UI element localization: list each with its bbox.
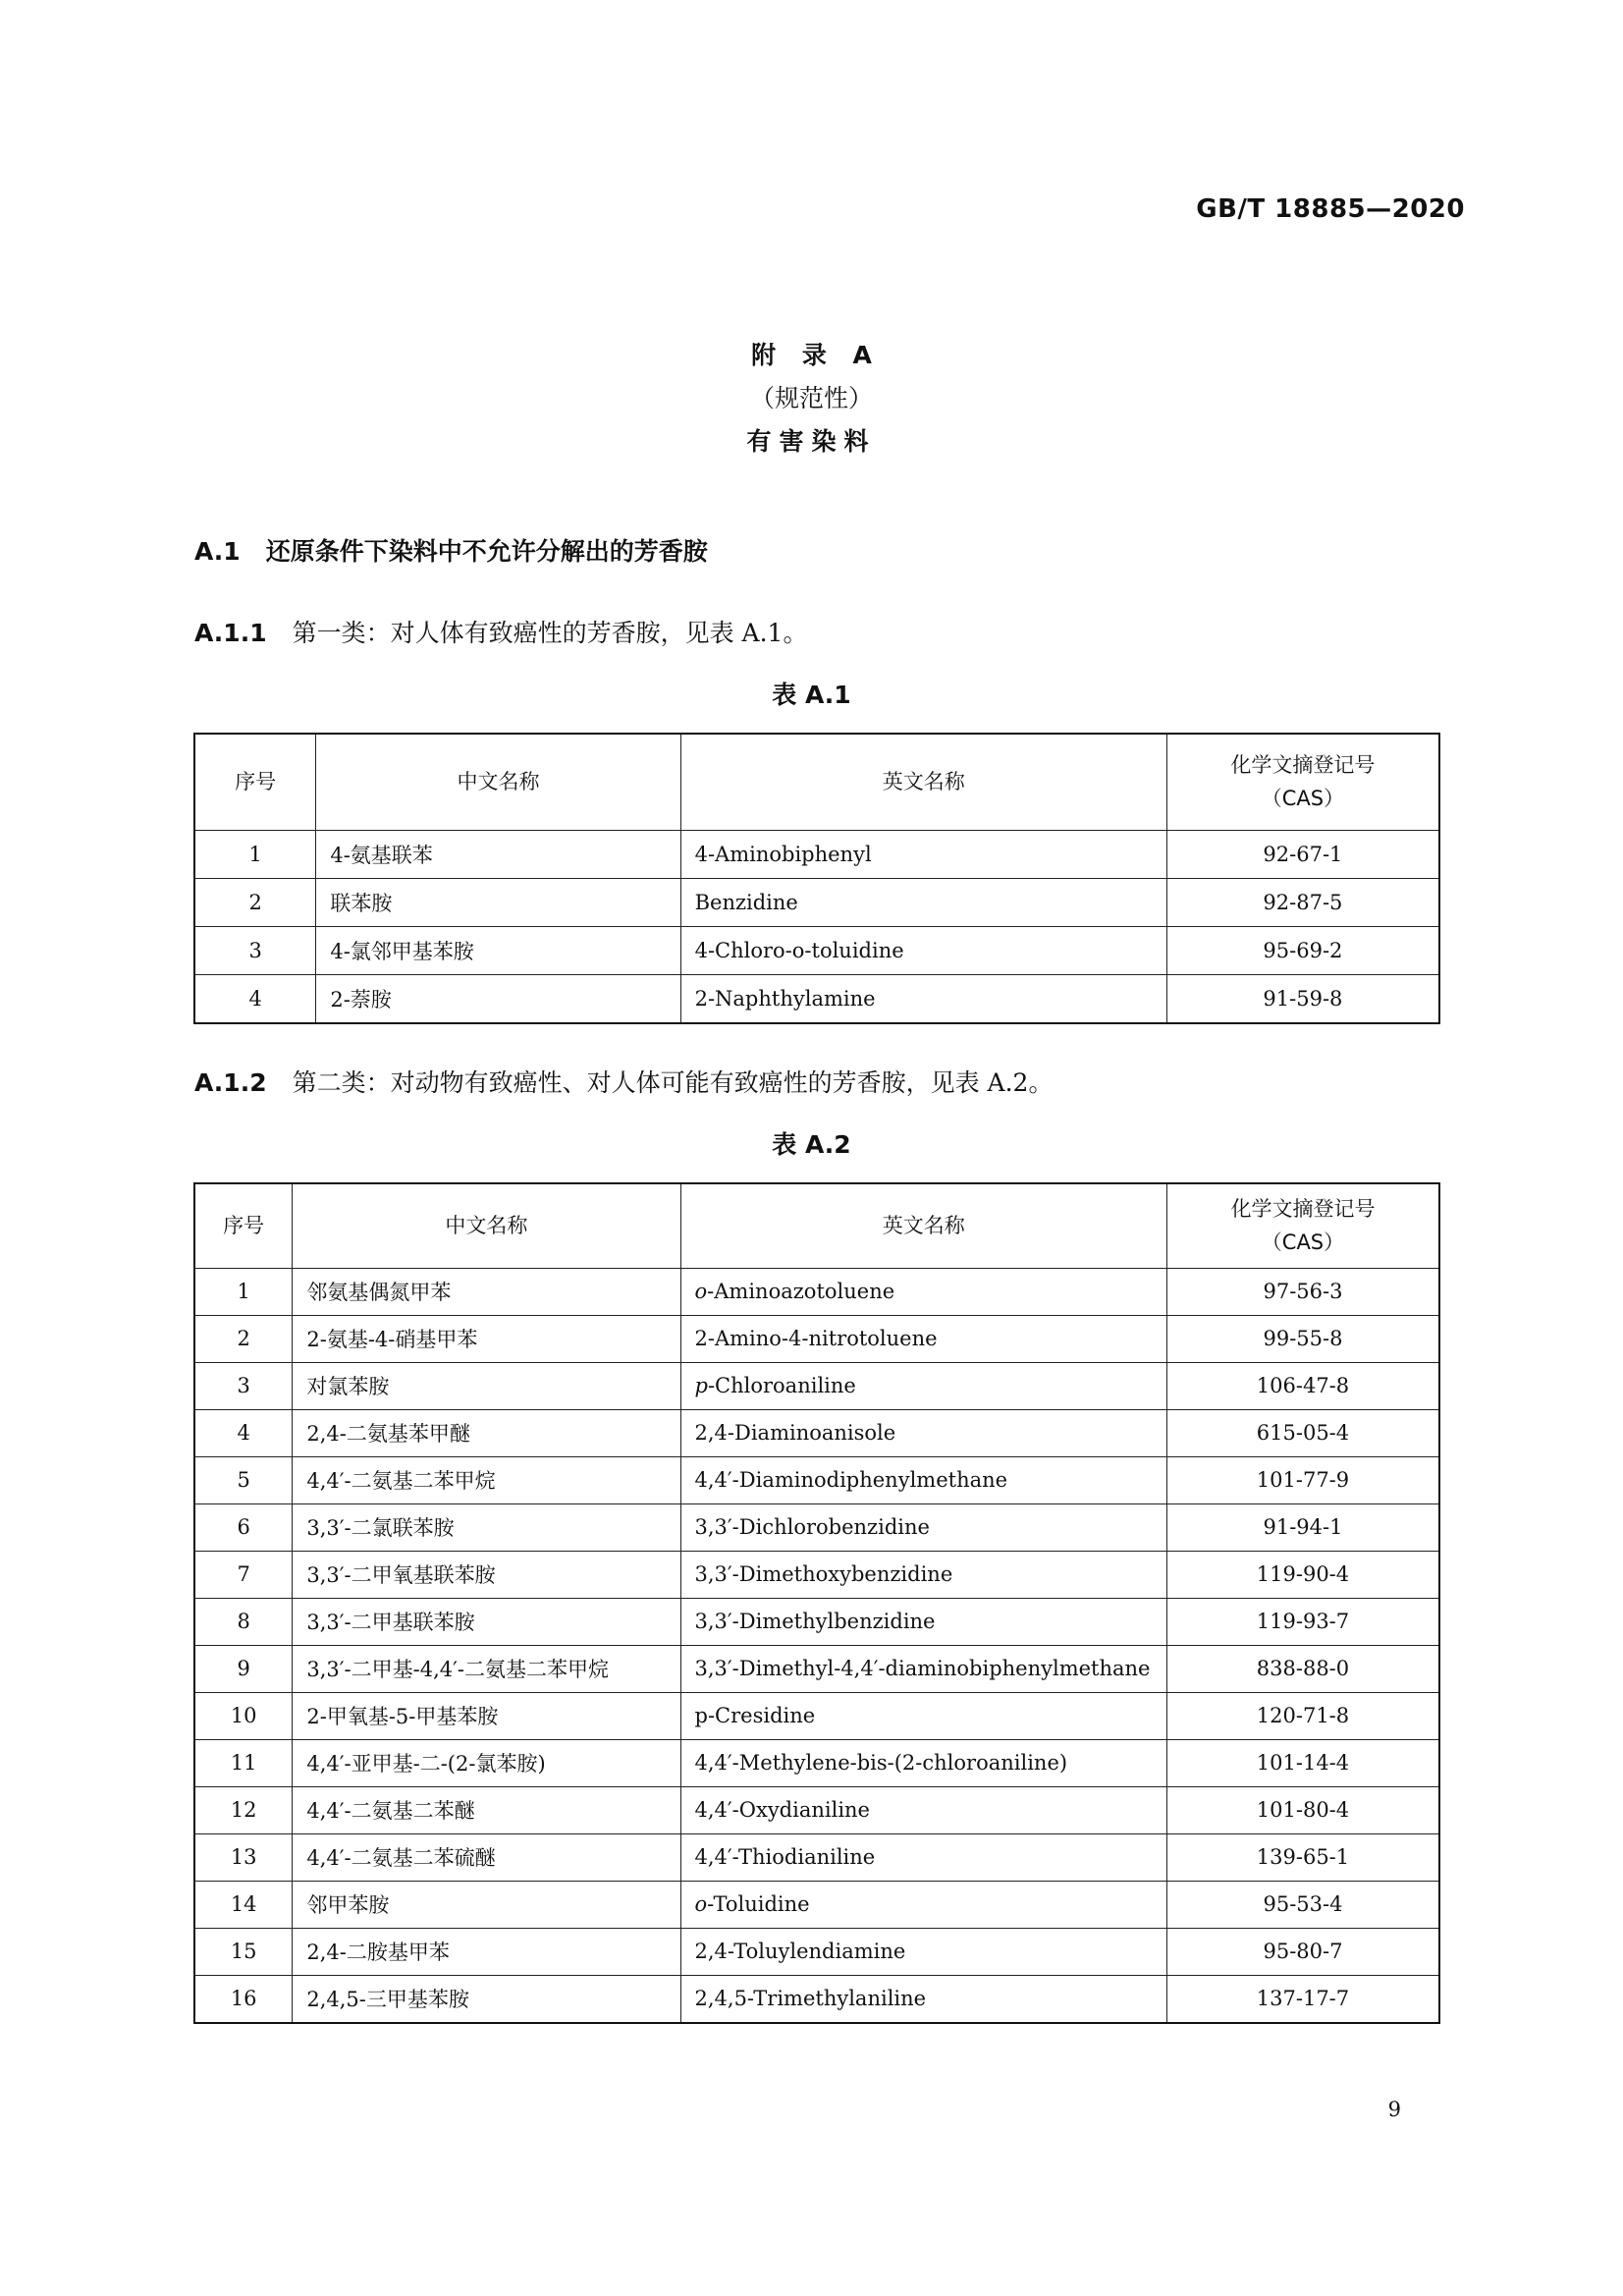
table-a2-caption: 表 A.2 [772, 1130, 851, 1159]
cell-en: 2,4-Diaminoanisole [680, 1409, 1166, 1456]
cell-cn: 3,3′-二氯联苯胺 [293, 1503, 680, 1551]
table-a1 [193, 733, 1440, 1024]
section-a1-title: 还原条件下染料中不允许分解出的芳香胺 [265, 537, 708, 566]
cell-cas: 95-80-7 [1166, 1928, 1439, 1975]
table-row [194, 1975, 1439, 2023]
cell-cas: 119-93-7 [1166, 1598, 1439, 1645]
cell-no: 2 [194, 1315, 293, 1362]
cell-en: 2-Amino-4-nitrotoluene [680, 1315, 1166, 1362]
header-cn: 中文名称 [316, 734, 680, 830]
cell-cn: 2,4-二氨基苯甲醚 [293, 1409, 680, 1456]
cell-en: 4-Chloro-o-toluidine [680, 926, 1166, 974]
annex-name: 有害染料 [746, 427, 877, 456]
cell-cn: 2-氨基-4-硝基甲苯 [293, 1315, 680, 1362]
cell-cn: 3,3′-二甲基-4,4′-二氨基二苯甲烷 [293, 1645, 680, 1692]
cell-cas: 139-65-1 [1166, 1833, 1439, 1881]
table-row [194, 1928, 1439, 1975]
cell-cas: 101-77-9 [1166, 1456, 1439, 1503]
cell-en: p-Chloroaniline [680, 1362, 1166, 1409]
cell-cn: 4,4′-二氨基二苯醚 [293, 1786, 680, 1833]
table-row [194, 878, 1439, 926]
cell-no: 13 [194, 1833, 293, 1881]
cell-cn: 3,3′-二甲氧基联苯胺 [293, 1551, 680, 1598]
header-cas: 化学文摘登记号 （CAS） [1166, 1183, 1439, 1268]
header-en: 英文名称 [680, 1183, 1166, 1268]
section-a1-number: A.1 [194, 537, 241, 566]
cell-no: 4 [194, 974, 316, 1023]
cell-no: 6 [194, 1503, 293, 1551]
cell-no: 4 [194, 1409, 293, 1456]
cell-cn: 4,4′-二氨基二苯硫醚 [293, 1833, 680, 1881]
cell-cn: 4,4′-亚甲基-二-(2-氯苯胺) [293, 1739, 680, 1786]
table-row [194, 926, 1439, 974]
cell-en: 2,4-Toluylendiamine [680, 1928, 1166, 1975]
table-row [194, 1268, 1439, 1315]
table-row [194, 1503, 1439, 1551]
cell-cn: 3,3′-二甲基联苯胺 [293, 1598, 680, 1645]
cell-en: 4,4′-Oxydianiline [680, 1786, 1166, 1833]
cell-en: 2,4,5-Trimethylaniline [680, 1975, 1166, 2023]
cell-en: 3,3′-Dimethoxybenzidine [680, 1551, 1166, 1598]
table-row [194, 1598, 1439, 1645]
table-row [194, 1409, 1439, 1456]
cell-cas: 615-05-4 [1166, 1409, 1439, 1456]
cell-en: 3,3′-Dichlorobenzidine [680, 1503, 1166, 1551]
cell-cas: 92-67-1 [1166, 830, 1439, 878]
cell-cas: 137-17-7 [1166, 1975, 1439, 2023]
cell-en: 4-Aminobiphenyl [680, 830, 1166, 878]
cell-cas: 95-69-2 [1166, 926, 1439, 974]
cell-en: o-Toluidine [680, 1881, 1166, 1928]
cell-no: 3 [194, 1362, 293, 1409]
section-a11-paragraph [194, 614, 807, 649]
cell-cas: 91-59-8 [1166, 974, 1439, 1023]
table-row [194, 1692, 1439, 1739]
header-no: 序号 [194, 1183, 293, 1268]
cell-no: 15 [194, 1928, 293, 1975]
cell-no: 11 [194, 1739, 293, 1786]
cell-cn: 4,4′-二氨基二苯甲烷 [293, 1456, 680, 1503]
table-row [194, 1315, 1439, 1362]
table-row [194, 1362, 1439, 1409]
cell-en: 4,4′-Diaminodiphenylmethane [680, 1456, 1166, 1503]
cell-cas: 92-87-5 [1166, 878, 1439, 926]
header-cn: 中文名称 [293, 1183, 680, 1268]
table-row [194, 1456, 1439, 1503]
cell-cn: 联苯胺 [316, 878, 680, 926]
section-a12-paragraph [194, 1064, 1053, 1099]
table-row [194, 830, 1439, 878]
cell-en: Benzidine [680, 878, 1166, 926]
cell-cn: 邻甲苯胺 [293, 1881, 680, 1928]
cell-cn: 2-萘胺 [316, 974, 680, 1023]
cell-en: o-Aminoazotoluene [680, 1268, 1166, 1315]
cell-cn: 2,4,5-三甲基苯胺 [293, 1975, 680, 2023]
annex-type: （规范性） [749, 384, 873, 412]
cell-no: 10 [194, 1692, 293, 1739]
cell-en: p-Cresidine [680, 1692, 1166, 1739]
table-row [194, 1739, 1439, 1786]
header-cas: 化学文摘登记号 （CAS） [1166, 734, 1439, 830]
cell-cas: 838-88-0 [1166, 1645, 1439, 1692]
cell-no: 2 [194, 878, 316, 926]
cell-cn: 2-甲氧基-5-甲基苯胺 [293, 1692, 680, 1739]
cell-no: 9 [194, 1645, 293, 1692]
table-a2 [193, 1182, 1440, 2024]
section-a12-text: 第二类：对动物有致癌性、对人体可能有致癌性的芳香胺，见表 A.2。 [292, 1068, 1054, 1097]
table-row [194, 1881, 1439, 1928]
cell-cas: 106-47-8 [1166, 1362, 1439, 1409]
table-row [194, 974, 1439, 1023]
cell-en: 3,3′-Dimethyl-4,4′-diaminobiphenylmethane [680, 1645, 1166, 1692]
section-a11-text: 第一类：对人体有致癌性的芳香胺，见表 A.1。 [292, 619, 808, 647]
table-row [194, 1645, 1439, 1692]
annex-title: 附 录 A [751, 341, 872, 369]
cell-cn: 邻氨基偶氮甲苯 [293, 1268, 680, 1315]
cell-no: 7 [194, 1551, 293, 1598]
page-number: 9 [1387, 2098, 1401, 2121]
standard-code: GB/T 18885—2020 [1196, 194, 1465, 224]
header-no: 序号 [194, 734, 316, 830]
cell-cas: 101-14-4 [1166, 1739, 1439, 1786]
cell-cas: 120-71-8 [1166, 1692, 1439, 1739]
cell-cas: 97-56-3 [1166, 1268, 1439, 1315]
table-row [194, 1833, 1439, 1881]
cell-cn: 对氯苯胺 [293, 1362, 680, 1409]
cell-cas: 119-90-4 [1166, 1551, 1439, 1598]
table-a1-caption: 表 A.1 [772, 681, 851, 709]
cell-cn: 4-氨基联苯 [316, 830, 680, 878]
cell-en: 2-Naphthylamine [680, 974, 1166, 1023]
cell-cas: 99-55-8 [1166, 1315, 1439, 1362]
cell-cas: 91-94-1 [1166, 1503, 1439, 1551]
cell-cn: 2,4-二胺基甲苯 [293, 1928, 680, 1975]
table-row [194, 1786, 1439, 1833]
cell-en: 4,4′-Methylene-bis-(2-chloroaniline) [680, 1739, 1166, 1786]
cell-no: 5 [194, 1456, 293, 1503]
cell-cas: 101-80-4 [1166, 1786, 1439, 1833]
header-en: 英文名称 [680, 734, 1166, 830]
cell-en: 4,4′-Thiodianiline [680, 1833, 1166, 1881]
cell-no: 1 [194, 1268, 293, 1315]
section-a11-number: A.1.1 [194, 619, 267, 647]
cell-no: 16 [194, 1975, 293, 2023]
cell-cn: 4-氯邻甲基苯胺 [316, 926, 680, 974]
cell-no: 8 [194, 1598, 293, 1645]
section-a12-number: A.1.2 [194, 1068, 267, 1097]
cell-no: 3 [194, 926, 316, 974]
table-row [194, 1551, 1439, 1598]
cell-no: 12 [194, 1786, 293, 1833]
cell-en: 3,3′-Dimethylbenzidine [680, 1598, 1166, 1645]
cell-no: 14 [194, 1881, 293, 1928]
cell-no: 1 [194, 830, 316, 878]
cell-cas: 95-53-4 [1166, 1881, 1439, 1928]
section-a1-heading [194, 532, 708, 568]
